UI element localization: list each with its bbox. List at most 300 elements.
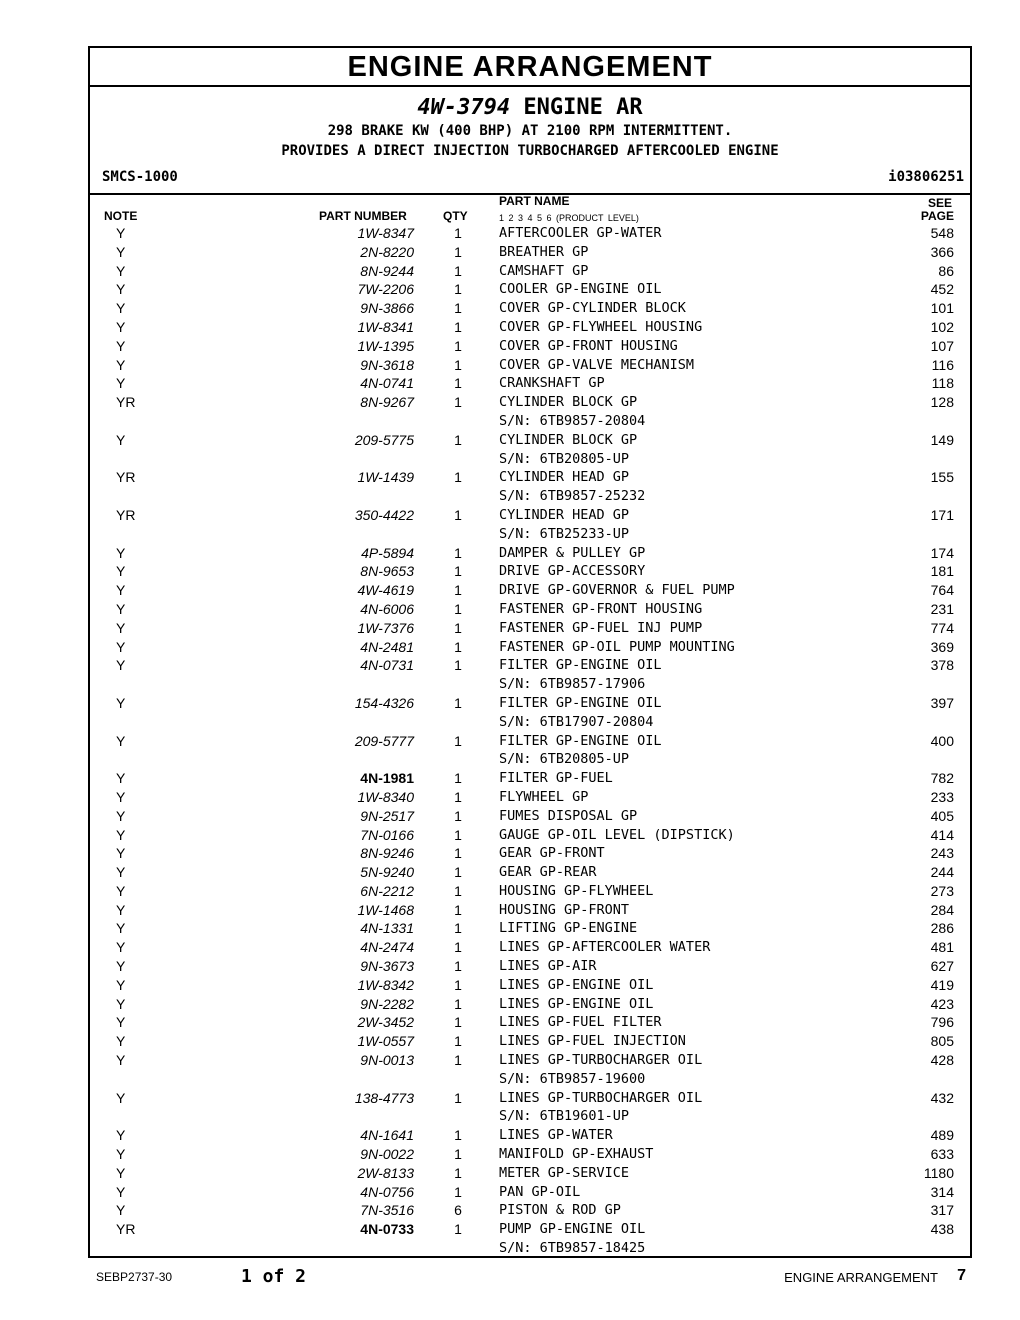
note-cell: Y	[116, 337, 126, 354]
qty-cell: 1	[454, 243, 462, 260]
note-cell: YR	[116, 1221, 136, 1238]
note-cell: Y	[116, 732, 126, 749]
part-number-cell: 350-4422	[354, 506, 414, 523]
table-row	[90, 1183, 970, 1202]
table-row	[90, 807, 970, 826]
part-number-cell: 4N-6006	[360, 600, 414, 617]
see-page-cell: 317	[930, 1202, 954, 1219]
note-cell: Y	[116, 281, 126, 298]
table-row	[90, 318, 970, 337]
note-cell: Y	[116, 788, 126, 805]
col-qty: QTY	[443, 209, 468, 223]
qty-cell: 1	[454, 506, 462, 523]
part-name-cell: S/N: 6TB9857-17906	[499, 676, 646, 693]
qty-cell: 1	[454, 375, 462, 392]
note-cell: Y	[116, 920, 126, 937]
part-name-cell: LINES GP-AFTERCOOLER WATER	[499, 939, 711, 956]
note-cell: Y	[116, 638, 126, 655]
table-row	[90, 487, 970, 506]
qty-cell: 1	[454, 1014, 462, 1031]
part-number-cell: 4N-0733	[360, 1221, 414, 1238]
note-cell: Y	[116, 1146, 126, 1163]
table-row	[90, 356, 970, 375]
description-line-2: PROVIDES A DIRECT INJECTION TURBOCHARGED AFTERCOOLED ENGINE	[281, 143, 779, 159]
qty-cell: 1	[454, 657, 462, 674]
table-row	[90, 1051, 970, 1070]
part-name-cell: S/N: 6TB25233-UP	[499, 525, 630, 542]
note-cell: Y	[116, 243, 126, 260]
note-cell: YR	[116, 469, 136, 486]
part-name-cell: FASTENER GP-FUEL INJ PUMP	[499, 619, 703, 636]
qty-cell: 1	[454, 619, 462, 636]
table-row	[90, 656, 970, 675]
qty-cell: 1	[454, 262, 462, 279]
table-row	[90, 1107, 970, 1126]
part-name-cell: LIFTING GP-ENGINE	[499, 920, 638, 937]
part-number-cell: 6N-2212	[360, 882, 414, 899]
see-page-cell: 149	[930, 431, 954, 448]
footer-doc-number: SEBP2737-30	[96, 1270, 173, 1284]
table-row	[90, 1239, 970, 1258]
note-cell: Y	[116, 770, 126, 787]
col-product-level: 1 2 3 4 5 6 (PRODUCT LEVEL)	[499, 213, 639, 223]
parts-table	[90, 224, 970, 1258]
page-title: ENGINE ARRANGEMENT	[90, 48, 970, 87]
see-page-cell: 764	[930, 582, 954, 599]
table-row	[90, 957, 970, 976]
part-number-cell: 209-5775	[354, 431, 414, 448]
note-cell: Y	[116, 431, 126, 448]
col-see: SEE	[927, 196, 952, 210]
see-page-cell: 1180	[923, 1164, 954, 1181]
table-row	[90, 901, 970, 920]
see-page-cell: 548	[930, 225, 954, 241]
note-cell: Y	[116, 563, 126, 580]
note-cell: Y	[116, 901, 126, 918]
table-row	[90, 619, 970, 638]
qty-cell: 1	[454, 732, 462, 749]
table-row	[90, 694, 970, 713]
table-row	[90, 243, 970, 262]
part-name-cell: S/N: 6TB9857-20804	[499, 412, 646, 429]
note-cell: Y	[116, 864, 126, 881]
part-number-cell: 4P-5894	[361, 544, 414, 561]
see-page-cell: 273	[930, 882, 954, 899]
part-number-cell: 209-5777	[354, 732, 414, 749]
part-name-cell: CAMSHAFT GP	[499, 262, 589, 279]
part-name-cell: DRIVE GP-GOVERNOR & FUEL PUMP	[499, 582, 735, 599]
note-cell: Y	[116, 1164, 126, 1181]
model-name: ENGINE AR	[523, 95, 643, 120]
part-name-cell: FILTER GP-ENGINE OIL	[499, 694, 662, 711]
part-name-cell: FILTER GP-FUEL	[499, 770, 613, 787]
see-page-cell: 805	[930, 1033, 954, 1050]
qty-cell: 1	[454, 337, 462, 354]
qty-cell: 1	[454, 544, 462, 561]
qty-cell: 1	[454, 300, 462, 317]
table-row	[90, 1220, 970, 1239]
part-number-cell: 1W-8340	[357, 788, 414, 805]
part-number-cell: 8N-9267	[360, 394, 414, 411]
part-name-cell: S/N: 6TB9857-25232	[499, 488, 646, 505]
part-number-cell: 8N-9244	[360, 262, 414, 279]
table-row	[90, 374, 970, 393]
see-page-cell: 419	[930, 976, 954, 993]
table-row	[90, 863, 970, 882]
part-name-cell: LINES GP-ENGINE OIL	[499, 995, 654, 1012]
part-name-cell: COOLER GP-ENGINE OIL	[499, 281, 662, 298]
table-row	[90, 1164, 970, 1183]
part-number-cell: 9N-3866	[360, 300, 414, 317]
qty-cell: 1	[454, 1052, 462, 1069]
table-row	[90, 1013, 970, 1032]
see-page-cell: 118	[931, 375, 954, 392]
col-part-number: PART NUMBER	[319, 209, 407, 223]
see-page-cell: 397	[930, 694, 954, 711]
part-name-cell: CYLINDER BLOCK GP	[499, 394, 638, 411]
col-page: PAGE	[920, 209, 954, 223]
qty-cell: 1	[454, 1127, 462, 1144]
footer-page-number: 7	[957, 1267, 966, 1284]
part-name-cell: HOUSING GP-FLYWHEEL	[499, 882, 654, 899]
table-row	[90, 788, 970, 807]
qty-cell: 1	[454, 1089, 462, 1106]
part-name-cell: FUMES DISPOSAL GP	[499, 807, 638, 824]
qty-cell: 1	[454, 600, 462, 617]
part-name-cell: S/N: 6TB19601-UP	[499, 1108, 630, 1125]
part-name-cell: COVER GP-FRONT HOUSING	[499, 337, 678, 354]
note-cell: Y	[116, 225, 126, 241]
note-cell: Y	[116, 582, 126, 599]
note-cell: Y	[116, 657, 126, 674]
see-page-cell: 233	[930, 788, 954, 805]
part-number-cell: 1W-1395	[357, 337, 414, 354]
part-number-cell: 9N-0013	[360, 1052, 414, 1069]
part-number-cell: 1W-1439	[357, 469, 414, 486]
see-page-cell: 314	[930, 1183, 954, 1200]
table-row	[90, 882, 970, 901]
part-number-cell: 7N-3516	[360, 1202, 414, 1219]
part-name-cell: METER GP-SERVICE	[499, 1164, 630, 1181]
note-cell: Y	[116, 1033, 126, 1050]
part-name-cell: FILTER GP-ENGINE OIL	[499, 657, 662, 674]
part-name-cell: GEAR GP-FRONT	[499, 845, 605, 862]
qty-cell: 1	[454, 939, 462, 956]
see-page-cell: 128	[930, 394, 954, 411]
qty-cell: 1	[454, 1164, 462, 1181]
part-name-cell: COVER GP-FLYWHEEL HOUSING	[499, 318, 703, 335]
part-number-cell: 9N-3618	[360, 356, 414, 373]
see-page-cell: 481	[930, 939, 954, 956]
part-number-cell: 138-4773	[354, 1089, 414, 1106]
table-row	[90, 1070, 970, 1089]
table-row	[90, 995, 970, 1014]
part-name-cell: AFTERCOOLER GP-WATER	[499, 225, 662, 241]
part-number-cell: 7N-0166	[360, 826, 414, 843]
see-page-cell: 489	[930, 1127, 954, 1144]
note-cell: Y	[116, 600, 126, 617]
part-name-cell: GAUGE GP-OIL LEVEL (DIPSTICK)	[499, 826, 735, 843]
table-row	[90, 468, 970, 487]
table-row	[90, 450, 970, 469]
table-row	[90, 826, 970, 845]
part-name-cell: LINES GP-TURBOCHARGER OIL	[499, 1052, 703, 1069]
part-name-cell: S/N: 6TB9857-19600	[499, 1070, 646, 1087]
note-cell: Y	[116, 1052, 126, 1069]
qty-cell: 1	[454, 826, 462, 843]
qty-cell: 1	[454, 864, 462, 881]
table-row	[90, 713, 970, 732]
qty-cell: 1	[454, 845, 462, 862]
part-number-cell: 1W-8341	[357, 318, 414, 335]
see-page-cell: 174	[930, 544, 954, 561]
part-number-cell: 4N-0741	[360, 375, 414, 392]
qty-cell: 1	[454, 1033, 462, 1050]
part-name-cell: S/N: 6TB9857-18425	[499, 1240, 646, 1257]
see-page-cell: 171	[930, 506, 954, 523]
part-name-cell: DRIVE GP-ACCESSORY	[499, 563, 646, 580]
note-cell: Y	[116, 544, 126, 561]
part-name-cell: FASTENER GP-OIL PUMP MOUNTING	[499, 638, 735, 655]
note-cell: Y	[116, 1127, 126, 1144]
part-number-cell: 5N-9240	[360, 864, 414, 881]
part-number-cell: 4N-0756	[360, 1183, 414, 1200]
part-number-cell: 9N-0022	[360, 1146, 414, 1163]
see-page-cell: 116	[931, 356, 954, 373]
note-cell: Y	[116, 995, 126, 1012]
table-row	[90, 280, 970, 299]
table-row	[90, 1032, 970, 1051]
part-number-cell: 1W-8342	[357, 976, 414, 993]
part-name-cell: CYLINDER BLOCK GP	[499, 431, 638, 448]
see-page-cell: 796	[930, 1014, 954, 1031]
part-name-cell: CRANKSHAFT GP	[499, 375, 605, 392]
note-cell: Y	[116, 694, 126, 711]
note-cell: Y	[116, 958, 126, 975]
table-row	[90, 976, 970, 995]
see-page-cell: 231	[930, 600, 954, 617]
part-name-cell: CYLINDER HEAD GP	[499, 506, 630, 523]
see-page-cell: 438	[930, 1221, 954, 1238]
see-page-cell: 286	[930, 920, 954, 937]
see-page-cell: 366	[930, 243, 954, 260]
part-name-cell: LINES GP-ENGINE OIL	[499, 976, 654, 993]
part-name-cell: PUMP GP-ENGINE OIL	[499, 1221, 646, 1238]
part-number-cell: 4N-2474	[360, 939, 414, 956]
part-number-cell: 4N-1641	[360, 1127, 414, 1144]
table-row	[90, 1145, 970, 1164]
note-cell: Y	[116, 375, 126, 392]
qty-cell: 1	[454, 976, 462, 993]
see-page-cell: 627	[930, 958, 954, 975]
table-row	[90, 732, 970, 751]
qty-cell: 1	[454, 958, 462, 975]
document-id: i03806251	[888, 169, 964, 185]
table-row	[90, 600, 970, 619]
note-cell: Y	[116, 807, 126, 824]
qty-cell: 1	[454, 356, 462, 373]
table-row	[90, 412, 970, 431]
see-page-cell: 774	[930, 619, 954, 636]
part-number-cell: 4N-1981	[360, 770, 414, 787]
qty-cell: 1	[454, 807, 462, 824]
note-cell: Y	[116, 939, 126, 956]
part-number-cell: 1W-0557	[357, 1033, 414, 1050]
note-cell: Y	[116, 262, 126, 279]
qty-cell: 1	[454, 318, 462, 335]
qty-cell: 1	[454, 882, 462, 899]
table-row	[90, 337, 970, 356]
footer-page-of: 1 of 2	[241, 1266, 307, 1287]
page-footer	[0, 1266, 1020, 1288]
qty-cell: 1	[454, 788, 462, 805]
table-row	[90, 1201, 970, 1220]
part-name-cell: COVER GP-CYLINDER BLOCK	[499, 300, 686, 317]
qty-cell: 1	[454, 431, 462, 448]
qty-cell: 1	[454, 638, 462, 655]
part-number-cell: 4N-1331	[360, 920, 414, 937]
part-number-cell: 4N-0731	[360, 657, 414, 674]
part-number-cell: 1W-8347	[357, 225, 414, 241]
smcs-code: SMCS-1000	[102, 169, 178, 185]
see-page-cell: 405	[930, 807, 954, 824]
see-page-cell: 423	[930, 995, 954, 1012]
part-name-cell: S/N: 6TB20805-UP	[499, 450, 630, 467]
note-cell: Y	[116, 356, 126, 373]
qty-cell: 1	[454, 1221, 462, 1238]
part-name-cell: FILTER GP-ENGINE OIL	[499, 732, 662, 749]
note-cell: Y	[116, 826, 126, 843]
part-number-cell: 2W-8133	[357, 1164, 414, 1181]
part-name-cell: PISTON & ROD GP	[499, 1202, 621, 1219]
part-number-cell: 4W-4619	[357, 582, 414, 599]
part-number-cell: 4N-2481	[360, 638, 414, 655]
see-page-cell: 102	[930, 318, 954, 335]
table-row	[90, 262, 970, 281]
table-row	[90, 938, 970, 957]
see-page-cell: 782	[930, 770, 954, 787]
note-cell: Y	[116, 300, 126, 317]
note-cell: Y	[116, 1089, 126, 1106]
table-row	[90, 525, 970, 544]
table-row	[90, 638, 970, 657]
note-cell: Y	[116, 1202, 126, 1219]
qty-cell: 6	[454, 1202, 462, 1219]
part-number-cell: 9N-2517	[360, 807, 414, 824]
qty-cell: 1	[454, 1146, 462, 1163]
see-page-cell: 414	[930, 826, 954, 843]
qty-cell: 1	[454, 469, 462, 486]
see-page-cell: 432	[930, 1089, 954, 1106]
qty-cell: 1	[454, 394, 462, 411]
note-cell: Y	[116, 318, 126, 335]
col-part-name: PART NAME	[499, 194, 570, 208]
part-name-cell: BREATHER GP	[499, 243, 589, 260]
table-row	[90, 1126, 970, 1145]
note-cell: YR	[116, 506, 136, 523]
note-cell: Y	[116, 845, 126, 862]
table-row	[90, 1089, 970, 1108]
table-row	[90, 299, 970, 318]
table-row	[90, 844, 970, 863]
see-page-cell: 284	[930, 901, 954, 918]
qty-cell: 1	[454, 225, 462, 241]
model-title	[90, 95, 970, 120]
see-page-cell: 181	[930, 563, 954, 580]
note-cell: YR	[116, 394, 136, 411]
part-number-cell: 2W-3452	[357, 1014, 414, 1031]
table-row	[90, 393, 970, 412]
part-number-cell: 7W-2206	[357, 281, 414, 298]
part-name-cell: FLYWHEEL GP	[499, 788, 589, 805]
part-name-cell: LINES GP-FUEL FILTER	[499, 1014, 662, 1031]
qty-cell: 1	[454, 901, 462, 918]
part-name-cell: FASTENER GP-FRONT HOUSING	[499, 600, 703, 617]
part-name-cell: COVER GP-VALVE MECHANISM	[499, 356, 695, 373]
part-number-cell: 154-4326	[354, 694, 414, 711]
qty-cell: 1	[454, 995, 462, 1012]
note-cell: Y	[116, 976, 126, 993]
note-cell: Y	[116, 1183, 126, 1200]
note-cell: Y	[116, 882, 126, 899]
see-page-cell: 400	[930, 732, 954, 749]
see-page-cell: 86	[938, 262, 954, 279]
see-page-cell: 155	[930, 469, 954, 486]
col-note: NOTE	[104, 209, 138, 223]
note-cell: Y	[116, 619, 126, 636]
see-page-cell: 428	[930, 1052, 954, 1069]
part-number-cell: 1W-7376	[357, 619, 414, 636]
see-page-cell: 107	[930, 337, 954, 354]
see-page-cell: 243	[930, 845, 954, 862]
see-page-cell: 633	[930, 1146, 954, 1163]
see-page-cell: 244	[930, 864, 954, 881]
table-row	[90, 562, 970, 581]
table-row	[90, 431, 970, 450]
part-number-cell: 8N-9246	[360, 845, 414, 862]
table-row	[90, 506, 970, 525]
table-row	[90, 675, 970, 694]
part-name-cell: MANIFOLD GP-EXHAUST	[499, 1146, 654, 1163]
part-number-cell: 2N-8220	[360, 243, 414, 260]
table-row	[90, 581, 970, 600]
part-name-cell: LINES GP-AIR	[499, 958, 597, 975]
table-row	[90, 919, 970, 938]
table-row	[90, 224, 970, 243]
qty-cell: 1	[454, 920, 462, 937]
part-name-cell: LINES GP-WATER	[499, 1127, 613, 1144]
qty-cell: 1	[454, 563, 462, 580]
part-name-cell: CYLINDER HEAD GP	[499, 469, 630, 486]
qty-cell: 1	[454, 281, 462, 298]
part-name-cell: LINES GP-TURBOCHARGER OIL	[499, 1089, 703, 1106]
see-page-cell: 101	[930, 300, 954, 317]
part-number-cell: 1W-1468	[357, 901, 414, 918]
part-name-cell: HOUSING GP-FRONT	[499, 901, 630, 918]
part-number-cell: 9N-2282	[360, 995, 414, 1012]
note-cell: Y	[116, 1014, 126, 1031]
table-row	[90, 750, 970, 769]
qty-cell: 1	[454, 582, 462, 599]
table-row	[90, 544, 970, 563]
model-number: 4W-3794	[417, 95, 511, 120]
part-number-cell: 9N-3673	[360, 958, 414, 975]
part-name-cell: S/N: 6TB17907-20804	[499, 713, 654, 730]
group-header	[90, 87, 970, 195]
see-page-cell: 369	[930, 638, 954, 655]
part-name-cell: S/N: 6TB20805-UP	[499, 751, 630, 768]
see-page-cell: 452	[930, 281, 954, 298]
